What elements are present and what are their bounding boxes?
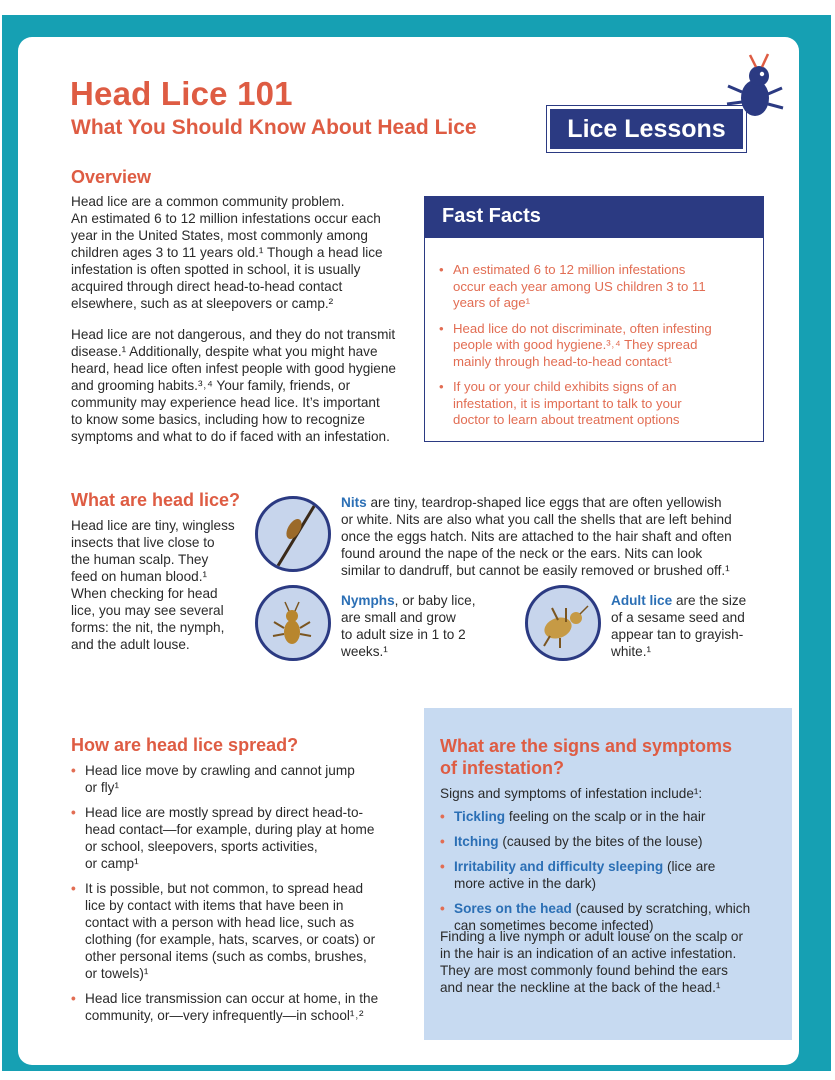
text-line: and the adult louse. (71, 637, 190, 652)
text-line: Head lice are a common community problem. (71, 194, 345, 209)
signs-heading (440, 735, 732, 779)
lice-lessons-badge: Lice Lessons (547, 106, 746, 152)
text-line (341, 494, 781, 511)
what-are-heading: What are head lice? (71, 490, 241, 510)
what-are-paragraph (71, 517, 251, 653)
text-line: weeks.¹ (341, 644, 388, 659)
text-line: similar to dandruff, but cannot be easily removed or brushed off.¹ (341, 563, 730, 578)
text-line: • Head lice are mostly spread by direct head-to- (85, 805, 364, 820)
text-span: (caused by scratching, which (571, 901, 751, 916)
text-line: head contact—for example, during play at home (85, 822, 375, 837)
text-line (611, 592, 781, 609)
text-line: to know some basics, including how to recognize (71, 412, 365, 427)
text-span: are the size (672, 593, 747, 608)
text-line: and near the neckline at the back of the head.¹ (440, 980, 721, 995)
text-line: community, or—very infrequently—in school¹˒² (85, 1008, 364, 1023)
text-line: clothing (for example, hats, scarves, or coats) or (85, 932, 376, 947)
signs-closing-paragraph (440, 928, 785, 996)
text-line (454, 858, 780, 875)
text-line: lice, you may see several (71, 603, 224, 618)
text-line: • Head lice do not discriminate, often infesting (453, 320, 712, 336)
nymph-icon (258, 588, 328, 658)
text-line: Head lice are tiny, wingless (71, 518, 235, 533)
text-line (454, 900, 780, 917)
spread-heading: How are head lice spread? (71, 735, 299, 755)
text-line: or school, sleepovers, sports activities, (85, 839, 318, 854)
text-line (341, 592, 511, 609)
adult-lice-term: Adult lice (611, 593, 673, 608)
fast-facts-box (424, 196, 764, 442)
text-line: mainly through head-to-head contact¹ (453, 353, 673, 369)
nymphs-term: Nymphs (341, 593, 395, 608)
signs-list (440, 808, 780, 942)
text-line: doctor to learn about treatment options (453, 412, 680, 427)
list-item (71, 990, 416, 1024)
text-line: can sometimes become infected) (454, 918, 654, 933)
page-subtitle: What You Should Know About Head Lice (71, 116, 477, 139)
sign-term: Itching (454, 834, 499, 849)
list-item (71, 880, 416, 982)
nymph-illustration (255, 585, 331, 661)
text-span: , or baby lice, (394, 593, 476, 608)
text-line: What are the signs and symptoms (440, 736, 733, 756)
list-item (440, 808, 780, 825)
text-line: year in the United States, most commonly among (71, 228, 368, 243)
text-line: or white. Nits are also what you call the shells that are left behind (341, 512, 732, 527)
sign-term: Tickling (454, 809, 506, 824)
nymphs-paragraph (341, 592, 511, 660)
overview-paragraph-2 (71, 326, 416, 445)
nit-icon (258, 499, 328, 569)
overview-heading: Overview (71, 167, 152, 187)
text-line (454, 833, 780, 850)
spread-list (71, 762, 416, 1032)
text-line: of infestation? (440, 758, 564, 778)
text-line: An estimated 6 to 12 million infestations occur each (71, 211, 381, 226)
fast-fact-item (439, 262, 749, 312)
text-line: acquired through direct head-to-head contact (71, 279, 343, 294)
list-item (440, 858, 780, 892)
text-line: They are most commonly found behind the ears (440, 963, 728, 978)
text-line: white.¹ (611, 644, 652, 659)
text-line: or towels)¹ (85, 966, 149, 981)
adult-louse-icon (528, 588, 598, 658)
fast-fact-item (439, 321, 749, 371)
text-line: more active in the dark) (454, 876, 597, 891)
text-line: • If you or your child exhibits signs of an (453, 379, 677, 394)
text-line: the human scalp. They (71, 552, 209, 567)
text-line: or fly¹ (85, 780, 119, 795)
text-line: occur each year among US children 3 to 11 (453, 278, 706, 294)
text-line: contact with a person with head lice, such as (85, 915, 355, 930)
text-span: (caused by the bites of the louse) (498, 834, 703, 849)
sign-term: Sores on the head (454, 901, 572, 916)
text-line: • Head lice move by crawling and cannot jump (85, 763, 355, 778)
nit-illustration (255, 496, 331, 572)
text-line: feed on human blood.¹ (71, 569, 208, 584)
adult-louse-illustration (525, 585, 601, 661)
signs-intro: Signs and symptoms of infestation include¹: (440, 786, 703, 801)
sign-term: Irritability and difficulty sleeping (454, 859, 664, 874)
text-line: and grooming habits.³˒⁴ Your family, friends, or (71, 378, 351, 393)
text-line: insects that live close to (71, 535, 215, 550)
list-item (71, 804, 416, 872)
text-line: symptoms and what to do if faced with an infestation. (71, 429, 390, 444)
fast-fact-item (439, 379, 749, 429)
text-line: in the hair is an indication of an active infestation. (440, 946, 737, 961)
text-line: • An estimated 6 to 12 million infestations (453, 262, 686, 277)
page-title: Head Lice 101 (70, 75, 293, 112)
text-line: to adult size in 1 to 2 (341, 627, 466, 642)
text-line: • It is possible, but not common, to spread head (85, 881, 364, 896)
text-line (454, 808, 780, 825)
text-line: elsewhere, such as at sleepovers or camp.² (71, 296, 334, 311)
text-line: found around the nape of the neck or the ears. Nits can look (341, 546, 703, 561)
text-line: infestation is often spotted in school, it is usually (71, 262, 361, 277)
text-line: appear tan to grayish- (611, 627, 744, 642)
fast-facts-heading: Fast Facts (425, 197, 763, 238)
text-line: Head lice are not dangerous, and they do not transmit (71, 327, 396, 342)
text-line: community may experience head lice. It’s important (71, 395, 380, 410)
text-line: • Head lice transmission can occur at home, in the (85, 991, 379, 1006)
text-span: are tiny, teardrop-shaped lice eggs that are often yellowish (366, 495, 722, 510)
list-item (440, 833, 780, 850)
text-line: are small and grow (341, 610, 456, 625)
text-line: Finding a live nymph or adult louse on the scalp or (440, 929, 744, 944)
text-line: once the eggs hatch. Nits are attached to the hair shaft and often (341, 529, 732, 544)
text-line: years of age¹ (453, 295, 530, 310)
text-line: When checking for head (71, 586, 218, 601)
overview-paragraph-1 (71, 193, 411, 312)
louse-mascot-icon (724, 52, 786, 118)
adult-lice-paragraph (611, 592, 781, 660)
text-span: feeling on the scalp or in the hair (505, 809, 706, 824)
nits-paragraph (341, 494, 781, 579)
list-item (71, 762, 416, 796)
text-line: infestation, it is important to talk to your (453, 395, 682, 411)
text-line: or camp¹ (85, 856, 139, 871)
text-line: forms: the nit, the nymph, (71, 620, 225, 635)
text-line: children ages 3 to 11 years old.¹ Though a head lice (71, 245, 383, 260)
text-line: disease.¹ Additionally, despite what you might have (71, 344, 378, 359)
text-line: of a sesame seed and (611, 610, 745, 625)
text-line: people with good hygiene.³˒⁴ They spread (453, 337, 698, 352)
text-span: (lice are (663, 859, 716, 874)
text-line: other personal items (such as combs, brushes, (85, 949, 367, 964)
fast-facts-list (425, 238, 763, 429)
nits-term: Nits (341, 495, 367, 510)
text-line: lice by contact with items that have been in (85, 898, 344, 913)
text-line: heard, head lice often infest people with good hygiene (71, 361, 396, 376)
